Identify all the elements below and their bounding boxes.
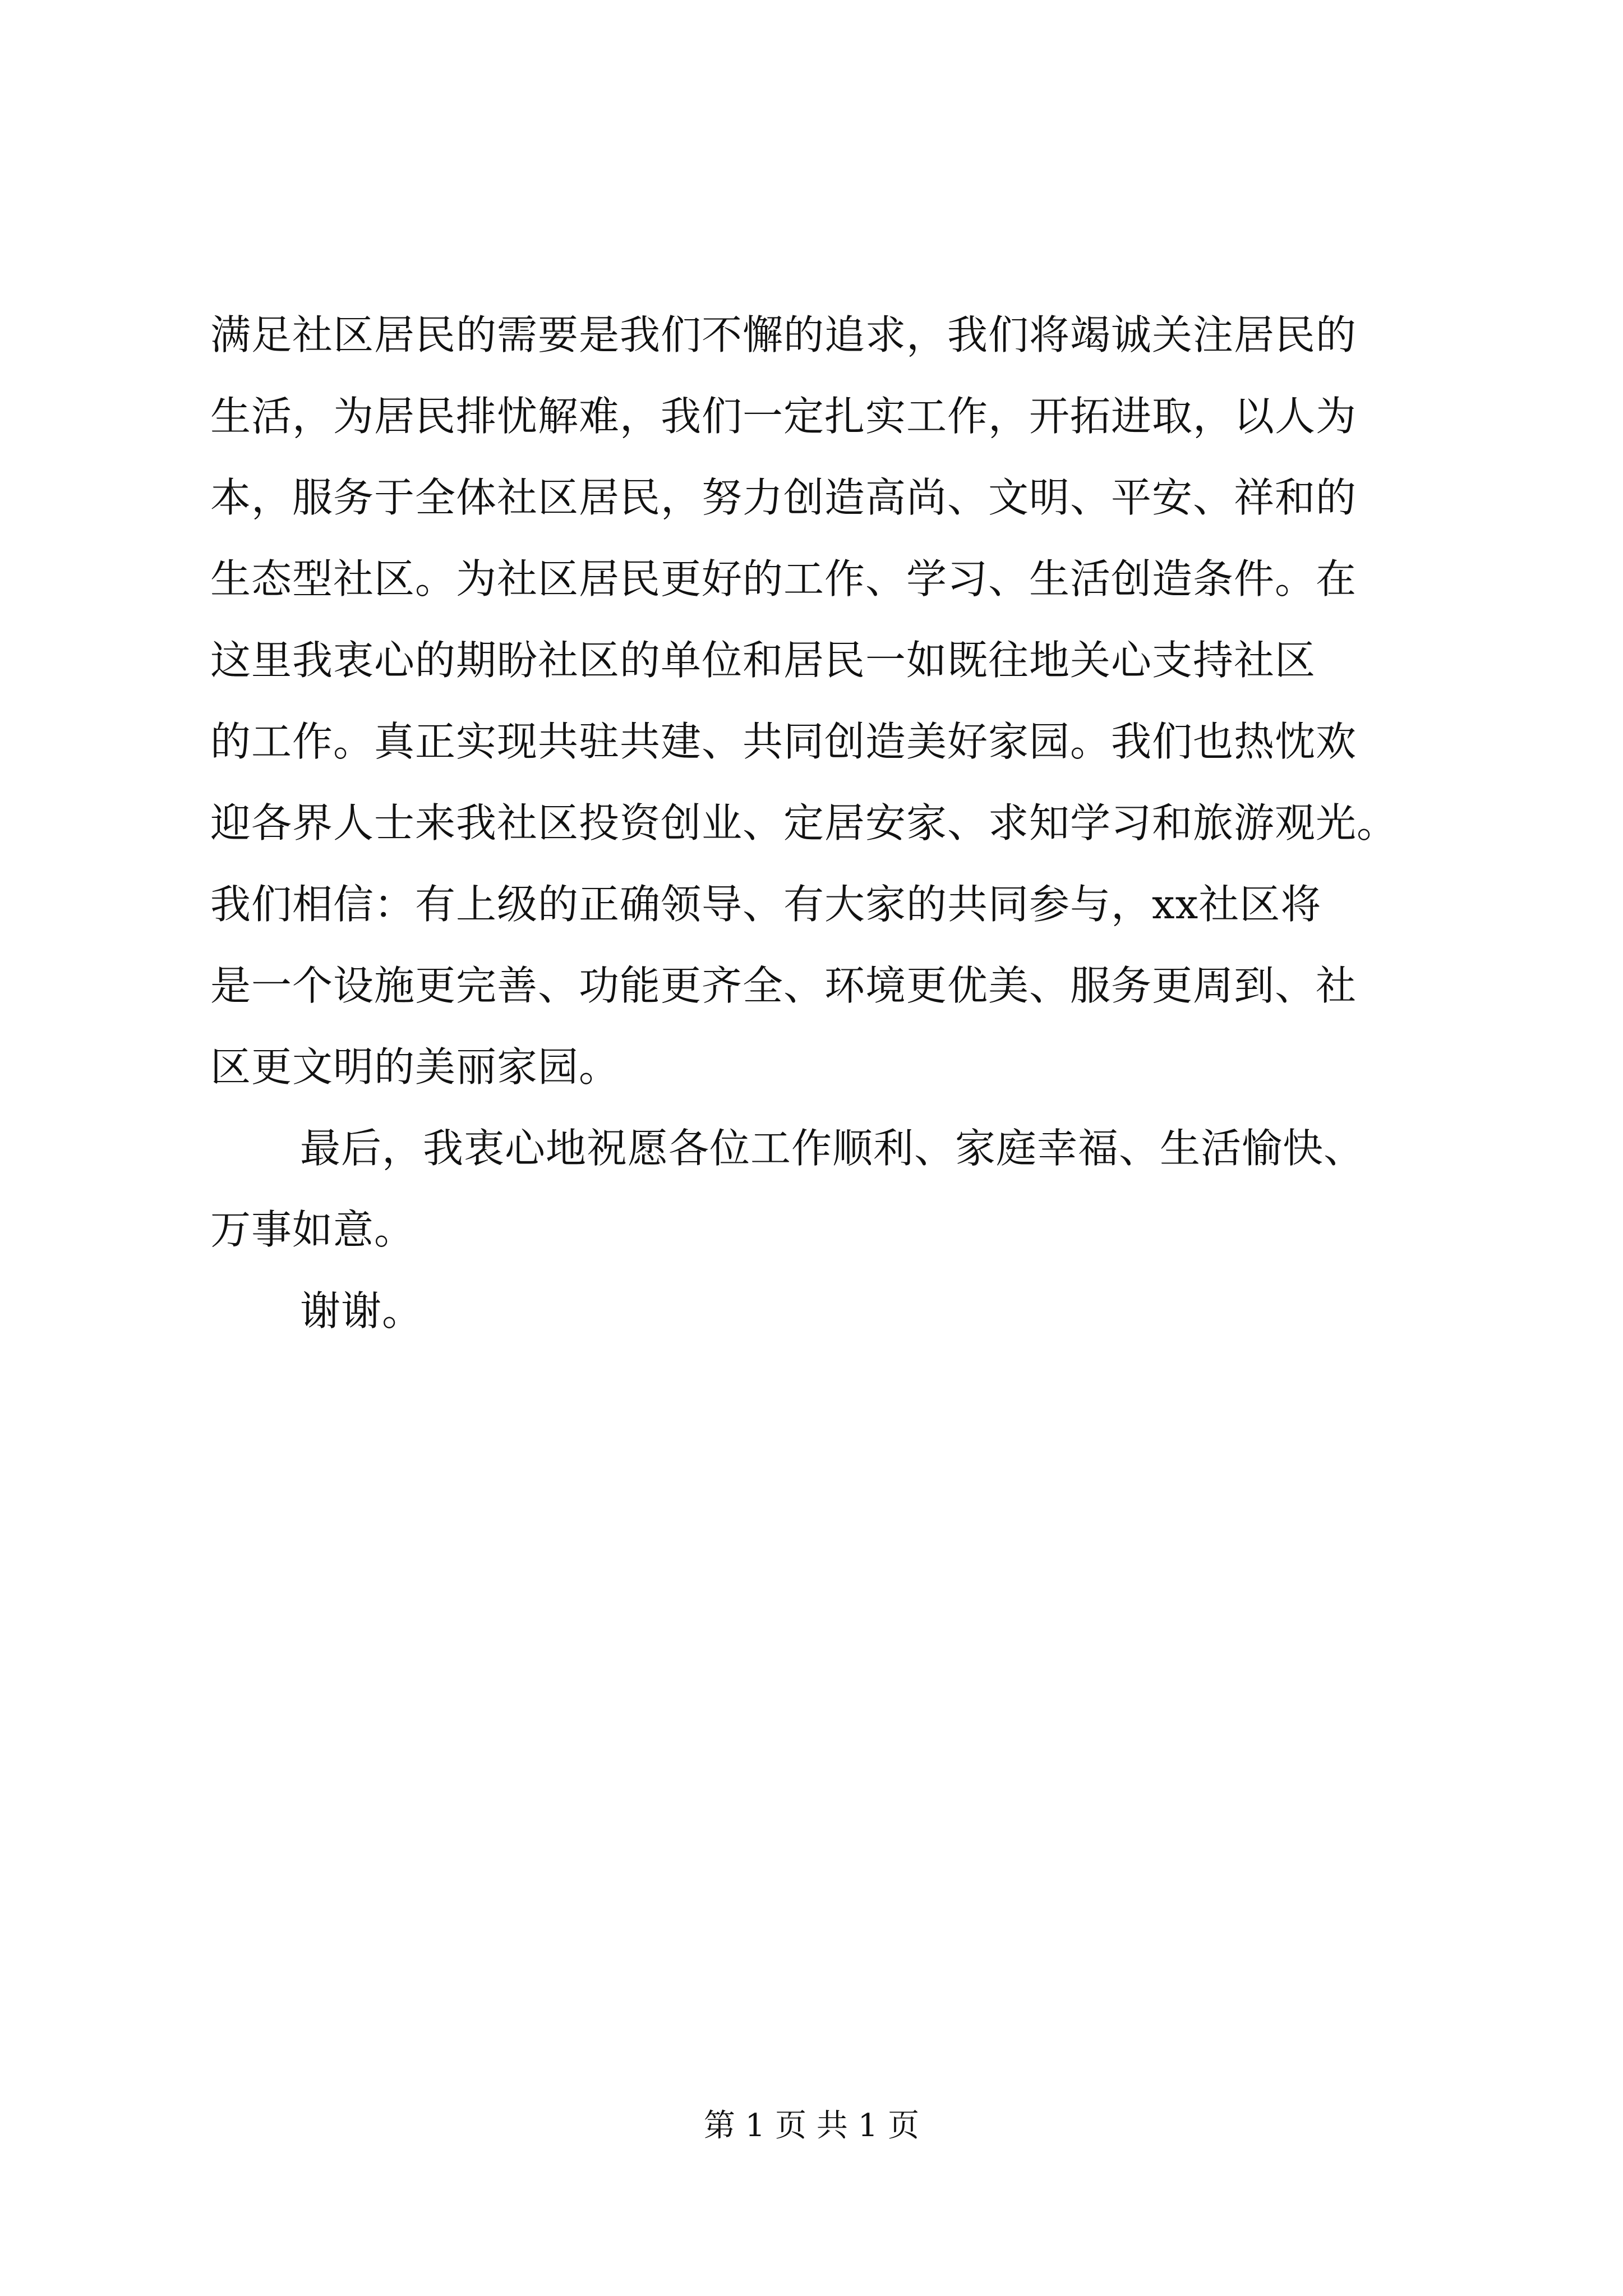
body-line: 迎各界人士来我社区投资创业、定居安家、求知学习和旅游观光。 xyxy=(210,799,1398,846)
closing-paragraph-line: 最后，我衷心地祝愿各位工作顺利、家庭幸福、生活愉快、 xyxy=(300,1125,1365,1172)
thanks-line: 谢谢。 xyxy=(300,1287,423,1335)
body-line: 生活，为居民排忧解难，我们一定扎实工作，开拓进取，以人为 xyxy=(210,393,1357,440)
body-line: 我们相信：有上级的正确领导、有大家的共同参与，xx社区将 xyxy=(210,881,1322,928)
body-line: 这里我衷心的期盼社区的单位和居民一如既往地关心支持社区 xyxy=(210,637,1316,684)
body-line: 满足社区居民的需要是我们不懈的追求，我们将竭诚关注居民的 xyxy=(210,311,1357,358)
body-line: 生态型社区。为社区居民更好的工作、学习、生活创造条件。在 xyxy=(210,555,1357,602)
body-line: 的工作。真正实现共驻共建、共同创造美好家园。我们也热忱欢 xyxy=(210,718,1357,765)
document-body xyxy=(210,295,1416,1352)
closing-paragraph-line: 万事如意。 xyxy=(210,1206,416,1253)
body-line: 本，服务于全体社区居民，努力创造高尚、文明、平安、祥和的 xyxy=(210,474,1357,521)
page-footer: 第 1 页 共 1 页 xyxy=(703,2108,920,2144)
body-line: 是一个设施更完善、功能更齐全、环境更优美、服务更周到、社 xyxy=(210,962,1357,1009)
body-line: 区更文明的美丽家园。 xyxy=(210,1043,620,1091)
